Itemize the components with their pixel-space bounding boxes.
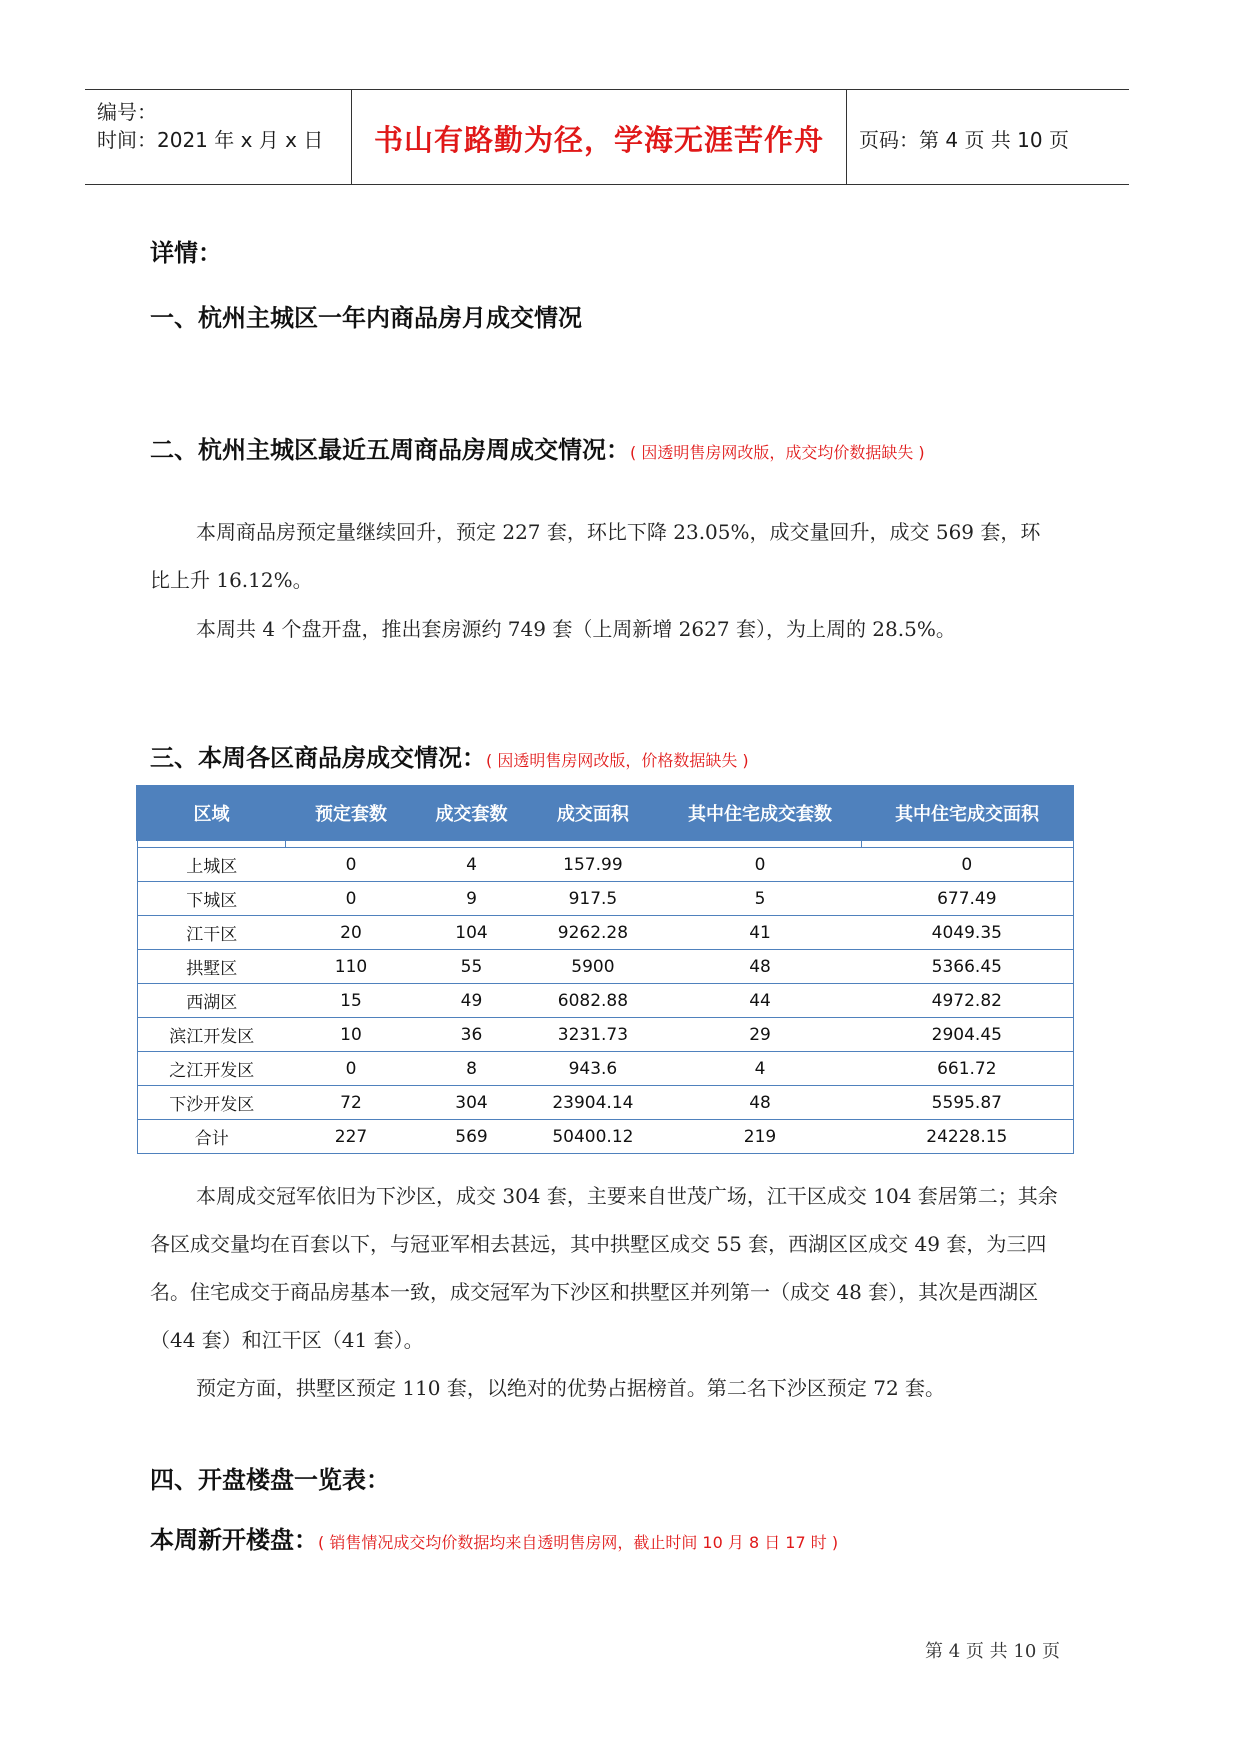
table-cell: 104 <box>416 916 527 950</box>
section-2-note: ( 因透明售房网改版，成交均价数据缺失 ) <box>630 443 925 462</box>
table-cell: 157.99 <box>527 848 659 882</box>
table-cell: 55 <box>416 950 527 984</box>
table-cell: 36 <box>416 1018 527 1052</box>
table-cell: 8 <box>416 1052 527 1086</box>
section-3-title: 三、本周各区商品房成交情况： <box>150 744 486 772</box>
table-cell: 20 <box>286 916 416 950</box>
table-cell: 5595.87 <box>861 1086 1073 1120</box>
table-cell: 9 <box>416 882 527 916</box>
table-cell: 0 <box>286 882 416 916</box>
table-cell: 41 <box>659 916 861 950</box>
table-row <box>137 1086 1073 1120</box>
section-2-paragraph-1: 本周商品房预定量继续回升，预定 227 套，环比下降 23.05%，成交量回升，成交 569 套，环比上升 16.12%。 <box>150 520 1041 592</box>
table-cell: 304 <box>416 1086 527 1120</box>
page-footer: 第 4 页 共 10 页 <box>925 1641 1060 1662</box>
table-cell: 0 <box>286 1052 416 1086</box>
table-cell: 49 <box>416 984 527 1018</box>
table-cell: 29 <box>659 1018 861 1052</box>
section-3-heading <box>150 738 749 773</box>
table-header-cell: 成交套数 <box>416 786 527 840</box>
district-name-cell: 下城区 <box>137 882 286 916</box>
table-row <box>137 1052 1073 1086</box>
table-row <box>137 916 1073 950</box>
section-3-paragraph-2: 预定方面，拱墅区预定 110 套，以绝对的优势占据榜首。第二名下沙区预定 72 套。 <box>196 1376 946 1400</box>
header-motto-cell <box>351 90 847 184</box>
table-cell: 24228.15 <box>861 1120 1073 1154</box>
header-page-info: 页码：第 4 页 共 10 页 <box>859 128 1069 152</box>
table-header-row <box>137 786 1073 840</box>
table-cell: 917.5 <box>527 882 659 916</box>
section-3-paragraph-1: 本周成交冠军依旧为下沙区，成交 304 套，主要来自世茂广场，江干区成交 104 套居第二；其余各区成交量均在百套以下，与冠亚军相去甚远，其中拱墅区成交 55 套，西湖区区成交 49 套，为三四名。住宅成交于商品房基本一致，成交冠军为下沙区和拱墅区并列第一（成交 48 套），其次是西湖区（44 套）和江干区（41 套）。 <box>150 1184 1058 1352</box>
table-cell: 9262.28 <box>527 916 659 950</box>
table-row <box>137 984 1073 1018</box>
section-2-title: 二、杭州主城区最近五周商品房周成交情况： <box>150 436 630 464</box>
table-row <box>137 882 1073 916</box>
district-name-cell: 之江开发区 <box>137 1052 286 1086</box>
table-cell: 2904.45 <box>861 1018 1073 1052</box>
district-name-cell: 上城区 <box>137 848 286 882</box>
serial-label: 编号： <box>97 100 157 124</box>
district-name-cell: 西湖区 <box>137 984 286 1018</box>
table-header-cell: 其中住宅成交套数 <box>659 786 861 840</box>
table-cell: 5366.45 <box>861 950 1073 984</box>
section-2-paragraph-2: 本周共 4 个盘开盘，推出套房源约 749 套（上周新增 2627 套），为上周的 28.5%。 <box>196 617 956 641</box>
table-cell: 661.72 <box>861 1052 1073 1086</box>
table-cell: 0 <box>861 848 1073 882</box>
section-4-subheading <box>150 1520 838 1555</box>
table-cell: 4 <box>659 1052 861 1086</box>
table-header-cell: 其中住宅成交面积 <box>861 786 1073 840</box>
table-cell: 3231.73 <box>527 1018 659 1052</box>
section-1-title: 一、杭州主城区一年内商品房月成交情况 <box>150 304 582 332</box>
table-cell: 5 <box>659 882 861 916</box>
table-cell: 44 <box>659 984 861 1018</box>
table-cell: 48 <box>659 950 861 984</box>
table-cell: 227 <box>286 1120 416 1154</box>
header-page-cell <box>847 90 1129 184</box>
table-cell: 48 <box>659 1086 861 1120</box>
motto: 书山有路勤为径，学海无涯苦作舟 <box>373 123 824 157</box>
table-cell: 6082.88 <box>527 984 659 1018</box>
table-cell: 4972.82 <box>861 984 1073 1018</box>
section-4-subtitle: 本周新开楼盘： <box>150 1526 318 1554</box>
table-cell: 10 <box>286 1018 416 1052</box>
table-spacer-row <box>137 840 1073 848</box>
section-4-title: 四、开盘楼盘一览表： <box>150 1466 390 1494</box>
table-cell: 110 <box>286 950 416 984</box>
page-header <box>85 89 1129 185</box>
table-cell: 569 <box>416 1120 527 1154</box>
table-cell: 72 <box>286 1086 416 1120</box>
table-header-cell: 区域 <box>137 786 286 840</box>
table-total-row <box>137 1120 1073 1154</box>
table-row <box>137 848 1073 882</box>
table-cell: 4 <box>416 848 527 882</box>
district-name-cell: 合计 <box>137 1120 286 1154</box>
table-cell: 943.6 <box>527 1052 659 1086</box>
table-cell: 4049.35 <box>861 916 1073 950</box>
details-heading: 详情： <box>150 239 222 267</box>
section-4-note: ( 销售情况成交均价数据均来自透明售房网，截止时间 10 月 8 日 17 时 ) <box>318 1533 839 1552</box>
table-header-cell: 成交面积 <box>527 786 659 840</box>
table-cell: 0 <box>659 848 861 882</box>
section-2-heading <box>150 430 925 465</box>
table-cell: 0 <box>286 848 416 882</box>
table-cell: 677.49 <box>861 882 1073 916</box>
district-sales-table <box>136 785 1074 1154</box>
table-row <box>137 1018 1073 1052</box>
table-row <box>137 950 1073 984</box>
time-label: 时间：2021 年 x 月 x 日 <box>97 128 324 152</box>
district-name-cell: 拱墅区 <box>137 950 286 984</box>
table-cell: 5900 <box>527 950 659 984</box>
table-cell: 23904.14 <box>527 1086 659 1120</box>
table-cell: 15 <box>286 984 416 1018</box>
district-name-cell: 下沙开发区 <box>137 1086 286 1120</box>
district-name-cell: 江干区 <box>137 916 286 950</box>
section-3-note: ( 因透明售房网改版，价格数据缺失 ) <box>486 751 749 770</box>
district-name-cell: 滨江开发区 <box>137 1018 286 1052</box>
table-header-cell: 预定套数 <box>286 786 416 840</box>
header-meta-cell <box>85 90 351 184</box>
table-cell: 219 <box>659 1120 861 1154</box>
table-cell: 50400.12 <box>527 1120 659 1154</box>
